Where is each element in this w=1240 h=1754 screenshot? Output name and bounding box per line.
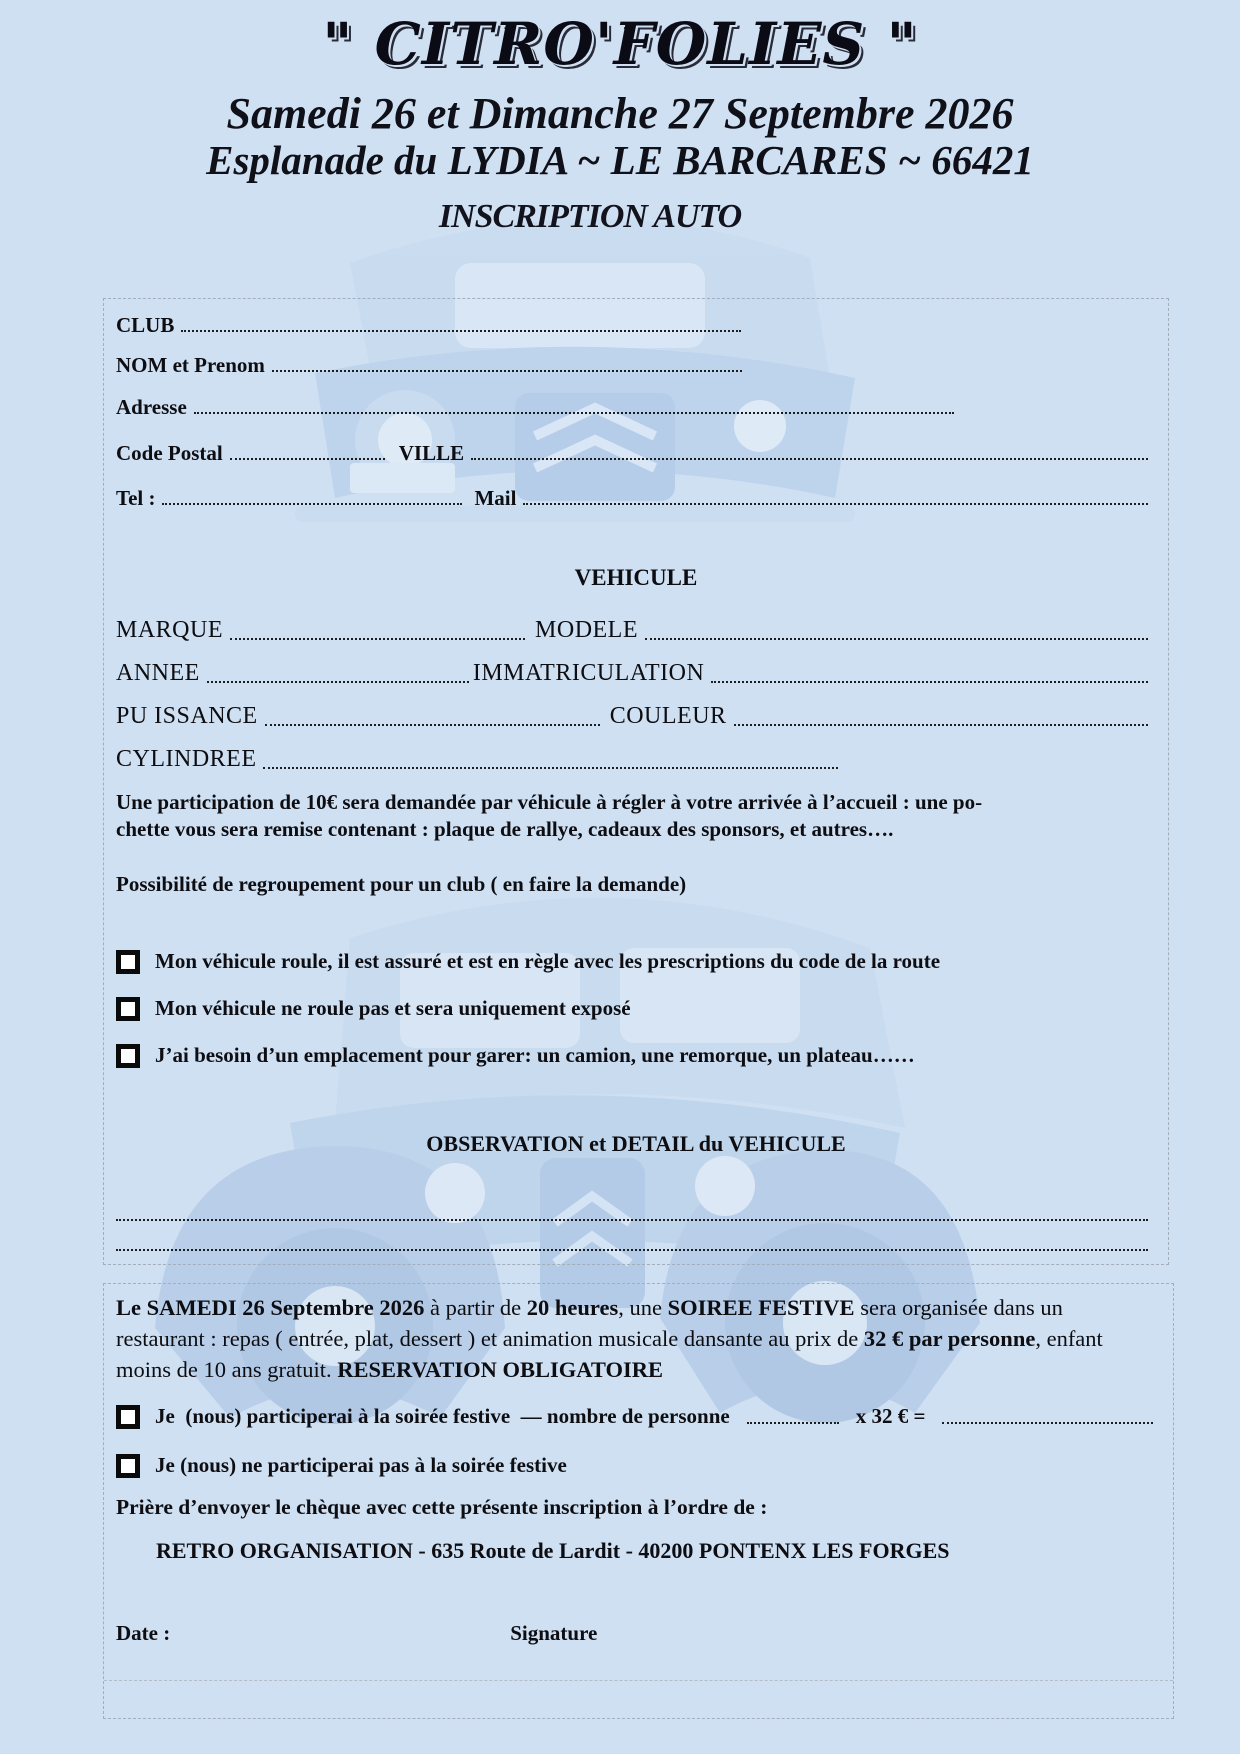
postal-label: Code Postal [116,441,223,465]
brand-model-row [116,617,1156,645]
date-label: Date : [116,1621,171,1645]
attendee-count-field-line[interactable] [747,1420,839,1424]
participation-note-line2: chette vous sera remise contenant : plaque de rallye, cadeaux des sponsors, et autres…. [116,817,894,841]
party-text-segment: , une [618,1295,668,1320]
parking-space-checkbox[interactable] [116,1044,140,1068]
address-label: Adresse [116,395,187,419]
attend-party-row [116,1404,1161,1429]
event-date-line: Samedi 26 et Dimanche 27 Septembre 2026 [226,89,1014,138]
party-text-segment: , enfant moins de 10 ans gratuit. [116,1326,1103,1382]
power-field-line[interactable] [265,722,600,726]
vehicle-static-row [116,996,1156,1021]
attend-party-checkbox[interactable] [116,1405,140,1429]
year-field-line[interactable] [207,679,469,683]
postal-city-row [116,441,1156,465]
color-field-line[interactable] [734,722,1148,726]
model-label: MODELE [535,617,638,643]
color-label: COULEUR [609,703,727,729]
date-signature-row [116,1621,1161,1646]
party-text-segment: RESERVATION OBLIGATOIRE [337,1357,664,1382]
plate-label: IMMATRICULATION [472,660,705,686]
phone-label: Tel : [116,486,156,510]
name-label: NOM et Prenom [116,353,265,377]
attend-total-field-line[interactable] [942,1420,1153,1424]
club-row [116,313,1156,337]
power-color-row [116,703,1156,731]
participation-note [116,789,1154,843]
party-text-segment: sera organisée dans un restaurant : repas ( entrée, plat, dessert ) et animation musicale dansante au prix de [116,1295,1063,1351]
party-text-segment: 32 € par personne [863,1326,1036,1351]
party-text-segment: Le SAMEDI 26 Septembre 2026 [116,1295,425,1320]
vehicle-runs-checkbox[interactable] [116,950,140,974]
city-label: VILLE [398,441,465,465]
displacement-row [116,746,1156,774]
address-row [116,395,1156,419]
club-field-line[interactable] [181,328,741,332]
displacement-field-line[interactable] [263,765,838,769]
registration-box [103,298,1169,1265]
observation-field-line-1[interactable] [116,1219,1148,1221]
vehicle-section-heading: VEHICULE [574,565,698,590]
displacement-label: CYLINDREE [116,746,257,772]
club-label: CLUB [116,313,175,337]
participation-note-line1: Une participation de 10€ sera demandée par véhicule à régler à votre arrivée à l’accueil : une po- [116,790,983,814]
observation-field-line-2[interactable] [116,1249,1148,1251]
payee-line: RETRO ORGANISATION - 635 Route de Lardit - 40200 PONTENX LES FORGES [156,1538,950,1563]
vehicle-static-checkbox[interactable] [116,997,140,1021]
year-plate-row [116,660,1156,688]
mail-field-line[interactable] [523,501,1148,505]
model-field-line[interactable] [645,636,1148,640]
brand-field-line[interactable] [230,636,525,640]
observation-heading: OBSERVATION et DETAIL du VEHICULE [426,1131,846,1156]
plate-field-line[interactable] [711,679,1148,683]
club-grouping-note: Possibilité de regroupement pour un club ( en faire la demande) [116,872,687,896]
event-title: " CITRO'FOLIES " [322,10,918,78]
decline-party-checkbox[interactable] [116,1454,140,1478]
mail-label: Mail [474,486,517,510]
bottom-divider-line [104,1680,1173,1681]
decline-party-label: Je (nous) ne participerai pas à la soirée festive [155,1453,567,1477]
year-label: ANNEE [116,660,200,686]
phone-mail-row [116,486,1156,510]
postal-field-line[interactable] [230,456,385,460]
parking-space-label: J’ai besoin d’un emplacement pour garer: un camion, une remorque, un plateau…… [155,1043,915,1067]
attend-party-label: Je (nous) participerai à la soirée festive — nombre de personne [155,1404,730,1428]
party-text-segment: 20 heures [526,1295,619,1320]
brand-label: MARQUE [116,617,224,643]
signature-label: Signature [510,1621,598,1645]
event-location-line: Esplanade du LYDIA ~ LE BARCARES ~ 66421 [206,137,1034,183]
vehicle-runs-label: Mon véhicule roule, il est assuré et est en règle avec les prescriptions du code de la route [155,949,941,973]
party-text-segment: à partir de [424,1295,527,1320]
city-field-line[interactable] [471,456,1148,460]
party-box [103,1283,1174,1719]
phone-field-line[interactable] [162,501,462,505]
address-field-line[interactable] [194,410,954,414]
power-label: PU ISSANCE [116,703,258,729]
vehicle-static-label: Mon véhicule ne roule pas et sera uniquement exposé [155,996,631,1020]
cheque-note: Prière d’envoyer le chèque avec cette présente inscription à l’ordre de : [116,1495,768,1519]
party-text-segment: SOIREE FESTIVE [667,1295,855,1320]
vehicle-runs-row [116,949,1156,974]
parking-space-row [116,1043,1156,1068]
form-title: INSCRIPTION AUTO [438,198,742,235]
name-field-line[interactable] [272,368,742,372]
attend-math-label: x 32 € = [855,1404,926,1428]
name-row [116,353,1156,377]
decline-party-row [116,1453,1161,1478]
party-paragraph [116,1292,1157,1385]
